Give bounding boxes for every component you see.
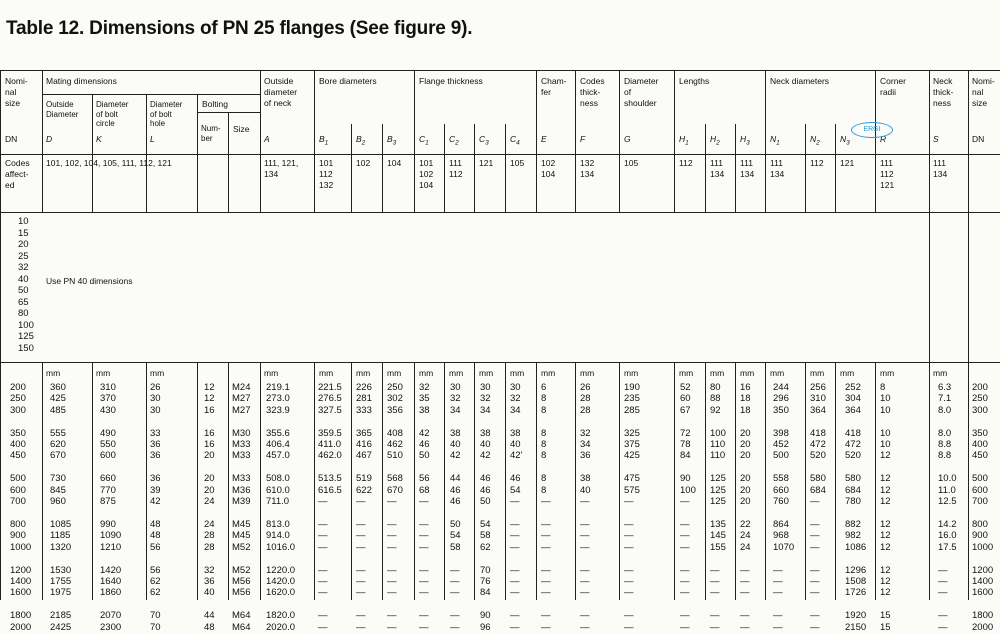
column-L: 26 30 30 33 36 36 36 39 42 48 48 56 56 62 62 70 70 (150, 382, 161, 633)
column-rule (260, 70, 261, 212)
column-C3: 30 32 34 38 40 42 46 46 50 54 58 62 70 76 84 90 96 (480, 382, 491, 633)
column-rule (505, 362, 506, 600)
column-rule (351, 362, 352, 600)
dimensions-table (0, 70, 1000, 633)
column-G: 190 235 285 325 375 425 475 575 — — — — — — — — — (624, 382, 640, 633)
column-E: 6 8 8 8 8 8 8 8 — — — — — — — — — (541, 382, 551, 633)
column-rule (314, 70, 315, 212)
unit-label: mm (541, 368, 556, 378)
rule (0, 212, 1000, 213)
symbol-B2: $B_2$ (356, 134, 366, 147)
small-sizes-note: Use PN 40 dimensions (46, 276, 133, 286)
symbol-S: S (933, 134, 939, 144)
unit-label: mm (580, 368, 595, 378)
column-size: M24 M27 M27 M30 M33 M33 M33 M36 M39 M45 M45 M52 M52 M56 M56 M64 M64 (232, 382, 251, 633)
column-rule (474, 124, 475, 212)
column-rule (444, 362, 445, 600)
column-rule (536, 362, 537, 600)
symbol-R: R (880, 134, 887, 144)
column-rule (0, 70, 1, 600)
column-rule (197, 362, 198, 600)
column-rule (805, 124, 806, 212)
unit-label: mm (419, 368, 434, 378)
rule (0, 154, 1000, 155)
unit-label: mm (387, 368, 402, 378)
symbol-K: K (96, 134, 102, 144)
column-rule (146, 362, 147, 600)
column-rule (505, 124, 506, 212)
column-rule (765, 362, 766, 600)
header-flange-thickness: Flange thickness (419, 76, 483, 86)
column-B3: 250 302 356 408 462 510 568 670 — — — — — — — — — (387, 382, 403, 633)
symbol-C2: $C_2$ (449, 134, 459, 147)
symbol-E: E (541, 134, 547, 144)
column-rule (146, 94, 147, 212)
column-rule (968, 70, 969, 600)
column-K: 310 370 430 490 550 600 660 770 875 990 1090 1210 1420 1640 1860 2070 2300 (100, 382, 122, 633)
column-rule (835, 362, 836, 600)
codes-mating: 101, 102, 104, 105, 111, 112, 121 (46, 158, 172, 168)
symbol-H1: $H_1$ (679, 134, 689, 147)
symbol-L: L (150, 134, 155, 144)
column-rule (260, 362, 261, 600)
unit-label: mm (933, 368, 948, 378)
column-S: 6.3 7.1 8.0 8.0 8.8 8.8 10.0 11.0 12.5 14.2 16.0 17.5 — — — — — (938, 382, 957, 633)
unit-label: mm (710, 368, 725, 378)
column-R: 8 10 10 10 10 12 12 12 12 12 12 12 12 12 12 15 15 (880, 382, 891, 633)
unit-label: mm (264, 368, 279, 378)
unit-label: mm (319, 368, 334, 378)
column-rule (735, 124, 736, 212)
column-N1: 244 296 350 398 452 500 558 660 760 864 968 1070 — — — — — (773, 382, 795, 633)
column-C1: 32 35 38 42 46 50 56 68 — — — — — — — — — (419, 382, 430, 633)
header-chamfer: Cham- fer (541, 76, 567, 97)
header-mating-outside-diameter: Outside Diameter (46, 100, 79, 119)
codes-affected-label: Codes affect- ed (5, 158, 30, 190)
header-neck-diameters: Neck diameters (770, 76, 830, 86)
unit-label: mm (449, 368, 464, 378)
column-rule (575, 70, 576, 212)
unit-label: mm (510, 368, 525, 378)
codes-C4: 105 (510, 158, 525, 168)
column-rule (42, 70, 43, 212)
column-N3: 252 304 364 418 472 520 580 684 780 882 982 1086 1296 1508 1726 1920 2150 (845, 382, 867, 633)
header-codes-thickness: Codes thick- ness (580, 76, 605, 108)
symbol-C1: $C_1$ (419, 134, 429, 147)
header-lengths: Lengths (679, 76, 710, 86)
column-rule (705, 362, 706, 600)
symbol-C4: $C_4$ (510, 134, 520, 147)
symbol-dn-right: DN (972, 134, 985, 144)
column-rule (735, 362, 736, 600)
symbol-C3: $C_3$ (479, 134, 489, 147)
column-rule (805, 362, 806, 600)
codes-B2: 102 (356, 158, 371, 168)
header-nominal-size: Nomi- nal size (5, 76, 28, 108)
unit-label: mm (46, 368, 61, 378)
header-neck-thickness: Neck thick- ness (933, 76, 954, 108)
column-F: 26 28 28 32 34 36 38 40 — — — — — — — — — (580, 382, 591, 633)
column-rule (674, 70, 675, 212)
codes-N3: 121 (840, 158, 855, 168)
column-rule (382, 124, 383, 212)
column-rule (414, 362, 415, 600)
header-bolt-hole: Diameter of bolt hole (150, 100, 183, 128)
unit-label: mm (624, 368, 639, 378)
unit-label: mm (840, 368, 855, 378)
symbol-F: F (580, 134, 586, 144)
codes-C1: 101 102 104 (419, 158, 434, 190)
column-H2: 80 88 92 100 110 110 125 125 125 135 145 155 — — — — — (710, 382, 726, 633)
symbol-N2: $N_2$ (810, 134, 820, 147)
header-nominal-size-right: Nomi- nal size (972, 76, 995, 108)
column-B1: 221.5 276.5 327.5 359.5 411.0 462.0 513.5 616.5 — — — — — — — — — (318, 382, 342, 633)
header-bolting: Bolting (202, 99, 228, 109)
column-rule (92, 362, 93, 600)
unit-label: mm (770, 368, 785, 378)
codes-H3: 111 134 (740, 158, 755, 179)
ink-stamp: ERGI (851, 122, 893, 138)
codes-G: 105 (624, 158, 639, 168)
symbol-N3: $N_3$ (840, 134, 850, 147)
header-outside-neck: Outside diameter of neck (264, 76, 298, 108)
header-bolt-circle: Diameter of bolt circle (96, 100, 129, 128)
codes-N2: 112 (810, 158, 824, 168)
codes-A: 111, 121, 134 (264, 158, 299, 179)
small-sizes-list: 10 15 20 25 32 40 50 65 80 100 125 150 (18, 216, 34, 354)
column-rule (575, 362, 576, 600)
header-shoulder: Diameter of shoulder (624, 76, 659, 108)
header-bolting-size: Size (233, 124, 250, 134)
column-rule (474, 362, 475, 600)
column-rule (619, 362, 620, 600)
unit-label: mm (679, 368, 694, 378)
unit-label: mm (740, 368, 755, 378)
symbol-H2: $H_2$ (710, 134, 720, 147)
column-rule (314, 362, 315, 600)
unit-label: mm (96, 368, 111, 378)
codes-N1: 111 134 (770, 158, 785, 179)
codes-E: 102 104 (541, 158, 556, 179)
column-rule (228, 362, 229, 600)
unit-label: mm (880, 368, 895, 378)
column-rule (42, 362, 43, 600)
unit-label: mm (356, 368, 371, 378)
symbol-A: A (264, 134, 270, 144)
column-A: 219.1 273.0 323.9 355.6 406.4 457.0 508.0 610.0 711.0 813.0 914.0 1016.0 1220.0 1420.0 1620.0 1820.0 2020.0 (266, 382, 296, 633)
symbol-dn: DN (5, 134, 18, 144)
symbol-H3: $H_3$ (740, 134, 750, 147)
column-number: 12 12 16 16 16 20 20 20 24 24 28 28 32 36 40 44 48 (204, 382, 215, 633)
column-N2: 256 310 364 418 472 520 580 684 — — — — — — — — — (810, 382, 826, 633)
codes-H1: 112 (679, 158, 693, 168)
column-rule (875, 70, 876, 212)
rule (0, 362, 1000, 363)
column-D: 360 425 485 555 620 670 730 845 960 1085 1185 1320 1530 1755 1975 2185 2425 (50, 382, 72, 633)
column-rule (619, 70, 620, 212)
codes-B1: 101 112 132 (319, 158, 334, 190)
column-H1: 52 60 67 72 78 84 90 100 — — — — — — — — — (680, 382, 696, 633)
column-H3: 16 18 18 20 20 20 20 20 20 22 24 24 — — — — — (740, 382, 751, 633)
column-C4: 30 32 34 38 40 42' 46 54 — — — — — — — — — (510, 382, 523, 633)
column-rule (536, 70, 537, 212)
symbol-B3: $B_3$ (387, 134, 397, 147)
column-rule (414, 70, 415, 212)
codes-B3: 104 (387, 158, 402, 168)
column-C2: 30 32 34 38 40 42 44 46 46 50 54 58 — — — — — (450, 382, 461, 633)
codes-H2: 111 134 (710, 158, 725, 179)
codes-F: 132 134 (580, 158, 595, 179)
codes-C2: 111 112 (449, 158, 463, 179)
codes-S: 111 134 (933, 158, 948, 179)
header-bore-diameters: Bore diameters (319, 76, 377, 86)
column-rule (835, 124, 836, 212)
header-mating-dimensions: Mating dimensions (46, 76, 117, 86)
unit-label: mm (479, 368, 494, 378)
column-rule (875, 362, 876, 600)
column-B2: 226 281 333 365 416 467 519 622 — — — — — — — — — (356, 382, 372, 633)
header-bolting-number: Num- ber (201, 124, 221, 143)
header-corner-radii: Corner radii (880, 76, 906, 97)
symbol-G: G (624, 134, 631, 144)
symbol-N1: $N_1$ (770, 134, 780, 147)
column-rule (705, 124, 706, 212)
table-title: Table 12. Dimensions of PN 25 flanges (See figure 9). (6, 18, 473, 39)
unit-label: mm (150, 368, 165, 378)
column-rule (92, 94, 93, 212)
column-rule (444, 124, 445, 212)
column-dn: 200 250 300 350 400 450 500 600 700 800 900 1000 1200 1400 1600 1800 2000 (10, 382, 32, 633)
column-dn-right: 200 250 300 350 400 450 500 600 700 800 900 1000 1200 1400 1600 1800 2000 (972, 382, 994, 633)
column-rule (197, 94, 198, 212)
symbol-B1: $B_1$ (319, 134, 329, 147)
rule (0, 70, 1000, 71)
column-rule (765, 70, 766, 212)
symbol-D: D (46, 134, 53, 144)
codes-R: 111 112 121 (880, 158, 895, 190)
column-rule (351, 124, 352, 212)
column-rule (929, 70, 930, 600)
rule (42, 94, 260, 95)
column-rule (674, 362, 675, 600)
column-rule (382, 362, 383, 600)
unit-label: mm (810, 368, 825, 378)
column-rule (228, 112, 229, 212)
codes-C3: 121 (479, 158, 494, 168)
